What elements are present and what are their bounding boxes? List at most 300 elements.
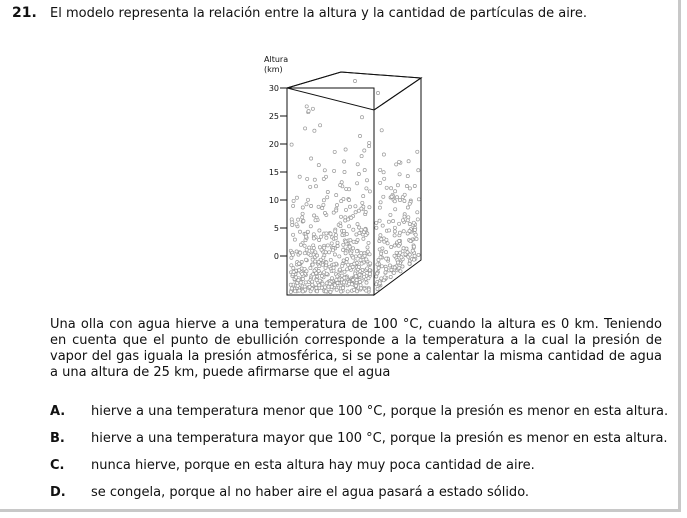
air-particle: [341, 248, 344, 251]
air-particle: [403, 215, 406, 218]
air-particle: [352, 247, 355, 250]
air-particle: [333, 169, 336, 172]
air-particle: [315, 286, 318, 289]
air-particle: [326, 244, 329, 247]
air-particle: [306, 198, 309, 201]
air-particle: [398, 160, 401, 163]
air-particle: [305, 203, 308, 206]
question-paragraph: Una olla con agua hierve a una temperatura de 100 °C, cuando la altura es 0 km. Teniendo en cuenta que el punto de ebullición corresponde a la temperatura a la cual la presión de vapor del gas iguala la presión atmosférica, si se pone a calentar la misma cantidad de agua a una altura de 25 km, puede afirmarse que el agua: [50, 317, 662, 380]
air-particle: [321, 207, 324, 210]
question-number: 21.: [12, 5, 37, 21]
air-particle: [334, 230, 337, 233]
air-particle: [358, 280, 361, 283]
air-particle: [343, 160, 346, 163]
air-particle: [350, 283, 353, 286]
air-particle: [293, 238, 296, 241]
air-particle: [408, 202, 411, 205]
air-particle: [323, 211, 326, 214]
air-particle: [360, 262, 363, 265]
air-particle: [388, 264, 391, 267]
air-particle: [388, 229, 391, 232]
air-particle: [338, 268, 341, 271]
air-particle: [305, 105, 308, 108]
option-text: hierve a una temperatura mayor que 100 °C, porque la presión es menor en esta altura.: [91, 431, 668, 446]
air-particle: [297, 279, 300, 282]
air-particle: [297, 218, 300, 221]
air-particle: [295, 223, 298, 226]
air-particle: [335, 288, 338, 291]
air-particle: [306, 177, 309, 180]
air-column-figure: [250, 52, 430, 302]
air-particle: [306, 230, 309, 233]
air-particle: [396, 184, 399, 187]
air-particle: [311, 280, 314, 283]
air-particle: [396, 261, 399, 264]
air-particle: [301, 277, 304, 280]
air-particle: [407, 216, 410, 219]
tick-label: 0: [273, 252, 279, 261]
air-particle: [342, 286, 345, 289]
air-particle: [292, 233, 295, 236]
air-particle: [313, 129, 316, 132]
air-particle: [344, 216, 347, 219]
air-particle: [292, 204, 295, 207]
air-particle: [332, 263, 335, 266]
air-particle: [376, 263, 379, 266]
air-particle: [347, 263, 350, 266]
air-particle: [309, 225, 312, 228]
air-particle: [330, 242, 333, 245]
air-particle: [320, 274, 323, 277]
air-particle: [354, 211, 357, 214]
air-particle: [416, 150, 419, 153]
air-particle: [292, 199, 295, 202]
air-particle: [289, 290, 292, 293]
air-particle: [397, 244, 400, 247]
air-particle: [363, 169, 366, 172]
option-d[interactable]: [50, 485, 670, 512]
air-particle: [357, 172, 360, 175]
air-particle: [390, 245, 393, 248]
air-particle: [407, 160, 410, 163]
air-particle: [324, 290, 327, 293]
air-particle: [318, 229, 321, 232]
air-particle: [319, 124, 322, 127]
air-particle: [350, 216, 353, 219]
air-particle: [398, 239, 401, 242]
air-particle: [363, 254, 366, 257]
air-column-diagram: [250, 52, 430, 302]
air-particle: [342, 259, 345, 262]
air-particle: [316, 290, 319, 293]
air-particle: [387, 220, 390, 223]
air-particle: [320, 286, 323, 289]
air-particle: [304, 235, 307, 238]
air-particle: [352, 240, 355, 243]
air-particle: [394, 190, 397, 193]
air-particle: [365, 179, 368, 182]
air-particle: [332, 266, 335, 269]
air-particle: [403, 193, 406, 196]
air-particle: [344, 148, 347, 151]
air-particle: [356, 182, 359, 185]
air-particle: [395, 196, 398, 199]
air-particle: [379, 201, 382, 204]
air-particle: [405, 185, 408, 188]
air-particle: [377, 266, 380, 269]
air-particle: [360, 228, 363, 231]
air-particle: [413, 184, 416, 187]
air-particle: [324, 266, 327, 269]
air-particle: [312, 246, 315, 249]
air-particle: [304, 127, 307, 130]
air-particle: [318, 279, 321, 282]
air-particle: [299, 251, 302, 254]
air-particle: [355, 233, 358, 236]
air-particle: [403, 199, 406, 202]
air-particle: [392, 271, 395, 274]
air-particle: [402, 247, 405, 250]
air-particle: [398, 199, 401, 202]
air-particle: [384, 251, 387, 254]
air-particle: [304, 281, 307, 284]
air-particle: [367, 277, 370, 280]
air-particle: [366, 267, 369, 270]
air-particle: [356, 238, 359, 241]
air-particle: [358, 273, 361, 276]
air-particle: [376, 272, 379, 275]
air-particle: [385, 238, 388, 241]
air-particle: [362, 237, 365, 240]
air-particle: [307, 110, 310, 113]
air-particle: [326, 196, 329, 199]
option-text: nunca hierve, porque en esta altura hay muy poca cantidad de aire.: [91, 458, 535, 473]
air-particle: [358, 134, 361, 137]
air-particle: [317, 260, 320, 263]
air-particle: [343, 276, 346, 279]
air-particle: [317, 164, 320, 167]
air-particle: [318, 246, 321, 249]
air-particle: [290, 264, 293, 267]
air-particle: [346, 268, 349, 271]
air-particle: [378, 282, 381, 285]
air-particle: [408, 187, 411, 190]
air-particle: [336, 275, 339, 278]
air-particle: [322, 256, 325, 259]
air-particle: [412, 245, 415, 248]
air-particle: [376, 91, 379, 94]
air-particle: [364, 210, 367, 213]
air-particle: [415, 237, 418, 240]
air-particle: [319, 235, 322, 238]
air-particle: [301, 212, 304, 215]
air-particle: [335, 194, 338, 197]
air-particle: [416, 218, 419, 221]
air-particle: [378, 219, 381, 222]
air-particle: [309, 185, 312, 188]
air-particle: [339, 215, 342, 218]
air-particle: [398, 222, 401, 225]
air-particle: [302, 219, 305, 222]
air-particle: [354, 275, 357, 278]
air-particle: [357, 265, 360, 268]
air-particle: [376, 287, 379, 290]
air-particle: [335, 278, 338, 281]
option-letter: B.: [50, 431, 65, 446]
axis-label-altura: Altura: [264, 55, 289, 64]
air-particle: [339, 225, 342, 228]
air-particle: [298, 230, 301, 233]
air-particle: [343, 270, 346, 273]
air-particle: [380, 265, 383, 268]
air-particle: [368, 190, 371, 193]
air-particle: [365, 258, 368, 261]
air-particle: [344, 219, 347, 222]
air-particle: [340, 200, 343, 203]
air-particle: [311, 263, 314, 266]
air-particle: [315, 279, 318, 282]
air-particle: [348, 198, 351, 201]
air-particle: [301, 290, 304, 293]
tick-label: 5: [273, 224, 279, 233]
air-particle: [311, 273, 314, 276]
air-particle: [301, 216, 304, 219]
air-particle: [348, 188, 351, 191]
air-particle: [356, 223, 359, 226]
air-particle: [335, 204, 338, 207]
air-particle: [329, 290, 332, 293]
air-particle: [353, 79, 356, 82]
air-particle: [382, 171, 385, 174]
air-particle: [342, 229, 345, 232]
air-particle: [352, 288, 355, 291]
air-particle: [381, 247, 384, 250]
air-particle: [389, 275, 392, 278]
question-stem: El modelo representa la relación entre la altura y la cantidad de partículas de aire.: [50, 6, 587, 21]
air-particle: [299, 243, 302, 246]
air-particle: [310, 204, 313, 207]
air-particle: [356, 163, 359, 166]
axis-label-unit: (km): [264, 65, 283, 74]
air-particle: [355, 279, 358, 282]
air-particle: [354, 284, 357, 287]
option-letter: C.: [50, 458, 65, 473]
air-particle: [318, 284, 321, 287]
air-particle: [322, 271, 325, 274]
air-particle: [375, 226, 378, 229]
air-particle: [338, 255, 341, 258]
air-particle: [380, 129, 383, 132]
air-particle: [336, 241, 339, 244]
air-particle: [365, 289, 368, 292]
air-particle: [368, 206, 371, 209]
air-particle: [398, 173, 401, 176]
air-particle: [345, 257, 348, 260]
air-particle: [314, 219, 317, 222]
air-particle: [291, 223, 294, 226]
tick-label: 20: [268, 140, 279, 149]
tick-label: 15: [268, 168, 279, 177]
air-particle: [346, 290, 349, 293]
air-particle: [398, 231, 401, 234]
air-particle: [335, 209, 338, 212]
air-particle: [411, 249, 414, 252]
air-particle: [340, 290, 343, 293]
air-particle: [322, 203, 325, 206]
tick-label: 30: [268, 84, 279, 93]
air-particle: [317, 269, 320, 272]
air-particle: [309, 254, 312, 257]
air-particle: [290, 218, 293, 221]
air-particle: [317, 205, 320, 208]
air-particle: [333, 253, 336, 256]
air-particle: [408, 262, 411, 265]
air-particle: [308, 246, 311, 249]
air-particle: [343, 170, 346, 173]
air-particle: [383, 276, 386, 279]
air-particle: [366, 246, 369, 249]
option-text: hierve a una temperatura menor que 100 °C, porque la presión es menor en esta altura.: [91, 404, 669, 419]
air-particle: [349, 252, 352, 255]
air-particle: [301, 272, 304, 275]
option-text: se congela, porque al no haber aire el agua pasará a estado sólido.: [91, 485, 530, 500]
air-particle: [364, 234, 367, 237]
air-particle: [401, 219, 404, 222]
air-particle: [343, 281, 346, 284]
air-particle: [303, 252, 306, 255]
air-particle: [325, 236, 328, 239]
air-particle: [393, 254, 396, 257]
air-particle: [360, 207, 363, 210]
air-particle: [385, 186, 388, 189]
air-particle: [352, 256, 355, 259]
air-particle: [395, 163, 398, 166]
air-particle: [360, 116, 363, 119]
air-particle: [348, 205, 351, 208]
air-particle: [367, 241, 370, 244]
air-particle: [409, 240, 412, 243]
air-particle: [351, 265, 354, 268]
air-particle: [368, 145, 371, 148]
air-particle: [414, 233, 417, 236]
air-particle: [417, 253, 420, 256]
air-particle: [379, 234, 382, 237]
air-particle: [322, 199, 325, 202]
air-particle: [344, 252, 347, 255]
air-particle: [393, 234, 396, 237]
air-particle: [413, 254, 416, 257]
air-particle: [312, 237, 315, 240]
air-particle: [298, 289, 301, 292]
air-particle: [324, 251, 327, 254]
air-particle: [390, 187, 393, 190]
air-particle: [348, 245, 351, 248]
air-particle: [379, 181, 382, 184]
air-particle: [406, 175, 409, 178]
air-particle: [334, 234, 337, 237]
air-particle: [290, 256, 293, 259]
air-particle: [365, 281, 368, 284]
option-letter: D.: [50, 485, 66, 500]
air-particle: [354, 205, 357, 208]
air-particle: [309, 267, 312, 270]
air-particle: [384, 271, 387, 274]
air-particle: [321, 282, 324, 285]
option-c[interactable]: [50, 458, 670, 485]
air-particle: [363, 149, 366, 152]
air-particle: [364, 228, 367, 231]
air-particle: [417, 198, 420, 201]
air-particle: [392, 220, 395, 223]
option-a[interactable]: [50, 404, 670, 431]
air-particle: [379, 168, 382, 171]
air-particle: [393, 200, 396, 203]
air-particle: [303, 244, 306, 247]
air-particle: [315, 254, 318, 257]
air-particle: [341, 264, 344, 267]
air-particle: [290, 143, 293, 146]
air-particle: [323, 169, 326, 172]
air-particle: [310, 157, 313, 160]
air-particle: [353, 262, 356, 265]
air-particle: [318, 238, 321, 241]
air-particle: [297, 262, 300, 265]
air-particle: [408, 229, 411, 232]
air-particle: [385, 268, 388, 271]
air-particle: [347, 225, 350, 228]
air-particle: [322, 177, 325, 180]
air-particle: [406, 251, 409, 254]
air-particle: [355, 250, 358, 253]
option-b[interactable]: [50, 431, 670, 458]
air-particle: [408, 222, 411, 225]
air-particle: [359, 287, 362, 290]
air-particle: [393, 230, 396, 233]
air-particle: [314, 185, 317, 188]
air-particle: [339, 184, 342, 187]
air-particle: [308, 285, 311, 288]
air-particle: [386, 242, 389, 245]
air-particle: [368, 272, 371, 275]
option-letter: A.: [50, 404, 66, 419]
air-particle: [334, 237, 337, 240]
air-particle: [329, 258, 332, 261]
air-particle: [295, 196, 298, 199]
air-particle: [361, 201, 364, 204]
air-particle: [313, 269, 316, 272]
air-particle: [390, 268, 393, 271]
air-particle: [294, 290, 297, 293]
air-particle: [360, 155, 363, 158]
air-particle: [412, 221, 415, 224]
air-particle: [290, 287, 293, 290]
air-particle: [336, 281, 339, 284]
air-particle: [330, 285, 333, 288]
air-particle: [344, 208, 347, 211]
air-particle: [401, 265, 404, 268]
air-particle: [329, 232, 332, 235]
air-particle: [382, 153, 385, 156]
air-particle: [399, 270, 402, 273]
air-particle: [313, 178, 316, 181]
air-particle: [323, 286, 326, 289]
air-particle: [298, 175, 301, 178]
air-particle: [349, 239, 352, 242]
air-particle: [395, 251, 398, 254]
air-particle: [328, 282, 331, 285]
air-particle: [365, 187, 368, 190]
air-particle: [416, 211, 419, 214]
